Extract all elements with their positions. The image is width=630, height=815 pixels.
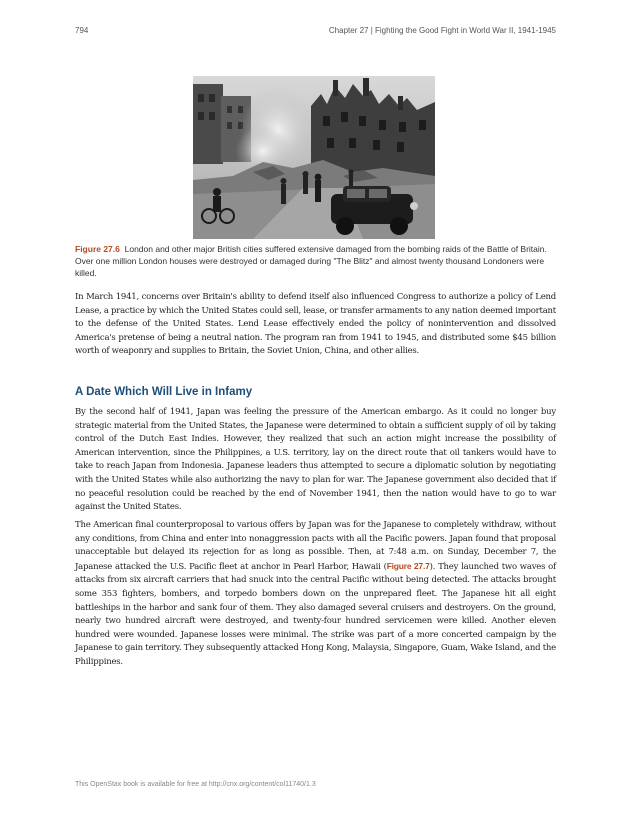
chapter-title: Chapter 27 | Fighting the Good Fight in World War II, 1941-1945 [328, 26, 556, 35]
section-heading: A Date Which Will Live in Infamy [75, 386, 253, 398]
paragraph-lend-lease: In March 1941, concerns over Britain's ability to defend itself also influenced Congress to authorize a policy of Lend Lease, a practice by which the United States could sell, lease, or transfer armaments to any nation deemed important to the defense of the United States. Lend Lease effectively ended the policy of nonintervention and dissolved America's pretense of being a neutral nation. The program ran from 1941 to 1945, and distributed some $45 billion worth of weaponry and supplies to Britain, the Soviet Union, China, and other allies. [75, 292, 556, 357]
paragraph-japan-embargo: By the second half of 1941, Japan was feeling the pressure of the American embargo. As it could no longer buy strategic material from the United States, the Japanese were determined to obtain a sufficient supply of oil by taking control of the Dutch East Indies. However, they realized that such an action might increase the possibility of American intervention, since the Philippines, a U.S. territory, lay on the direct route that oil tankers would have to take to reach Japan from Indonesia. Japanese leaders thus attempted to secure a diplomatic solution by negotiating with the United States while also authorizing the navy to plan for war. The Japanese government also decided that if no peaceful resolution could be reached by the end of November 1941, then the nation would have to go to war against the United States. [75, 407, 556, 513]
paragraph-pearl-harbor [75, 519, 556, 670]
figure-caption-text: London and other major British cities suffered extensive damaged from the bombing raids of the Battle of Britain. Over one million London houses were destroyed or damaged during "The Blitz" and almost twenty thousand Londoners were killed. [75, 244, 547, 278]
paragraph-pearl-harbor-part1: The American final counterproposal to various offers by Japan was for the Japanese to completely withdraw, without any conditions, from China and enter into nonaggression pacts with all the Pacific powers. Japan found that proposal unacceptable but delayed its rejection for as long as possible. Then, at 7:48 a.m. on Sunday, December 7, the Japanese attacked the U.S. Pacific fleet at anchor in Pearl Harbor, Hawaii ( [75, 520, 556, 572]
blitz-photo [193, 76, 435, 239]
figure-caption [75, 243, 556, 279]
paragraph-pearl-harbor-part2: ). They launched two waves of attacks from six aircraft carriers that had snuck into the central Pacific without being detected. The attacks brought some 353 fighters, bombers, and torpedo bombers down on the unprepared fleet. The Japanese hit all eight battleships in the harbor and sank four of them. They also damaged several cruisers and destroyers. On the ground, nearly two hundred aircraft were destroyed, and twenty-four hundred servicemen were killed. Another eleven hundred were wounded. Japanese losses were minimal. The strike was part of a more concerted campaign by the Japanese to gain territory. They subsequently attacked Hong Kong, Malaysia, Singapore, Guam, Wake Island, and the Philippines. [75, 561, 556, 667]
page-number: 794 [75, 26, 89, 35]
page-footer: This OpenStax book is available for free at http://cnx.org/content/col11740/1.3 [75, 781, 316, 788]
figure-27-7-link[interactable]: Figure 27.7 [386, 560, 430, 571]
figure-label: Figure 27.6 [75, 244, 120, 254]
